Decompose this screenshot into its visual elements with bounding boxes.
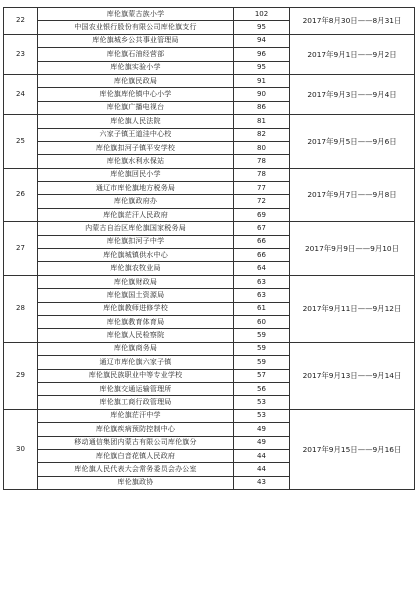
score-cell: 78 [234, 168, 290, 181]
score-cell: 44 [234, 463, 290, 476]
score-cell: 82 [234, 128, 290, 141]
score-cell: 81 [234, 115, 290, 128]
score-cell: 63 [234, 275, 290, 288]
table-row [4, 409, 415, 422]
table-row [4, 115, 415, 128]
score-cell: 53 [234, 409, 290, 422]
score-cell: 102 [234, 8, 290, 21]
organization-cell: 库伦旗民族职业中等专业学校 [38, 369, 234, 382]
organization-cell: 通辽市库伦旗地方税务局 [38, 182, 234, 195]
group-number-cell: 22 [4, 8, 38, 35]
score-cell: 69 [234, 208, 290, 221]
date-range-cell: 2017年9月1日——9月2日 [290, 34, 415, 74]
group-number-cell: 25 [4, 115, 38, 169]
organization-cell: 库伦旗人民检察院 [38, 329, 234, 342]
organization-cell: 库伦旗教师进修学校 [38, 302, 234, 315]
table-row [4, 74, 415, 87]
date-range-cell: 2017年9月5日——9月6日 [290, 115, 415, 169]
organization-cell: 库伦旗农牧业局 [38, 262, 234, 275]
table-row [4, 168, 415, 181]
organization-cell: 库伦旗国土资源局 [38, 289, 234, 302]
table-row [4, 222, 415, 235]
organization-cell: 库伦旗城乡公共事业管理局 [38, 34, 234, 47]
date-range-cell: 2017年9月11日——9月12日 [290, 275, 415, 342]
organization-cell: 库伦旗白音花镇人民政府 [38, 449, 234, 462]
score-cell: 56 [234, 382, 290, 395]
group-number-cell: 27 [4, 222, 38, 276]
score-cell: 61 [234, 302, 290, 315]
date-range-cell: 2017年8月30日——8月31日 [290, 8, 415, 35]
organization-cell: 库伦旗蒙古族小学 [38, 8, 234, 21]
organization-cell: 库伦旗人民代表大会常务委员会办公室 [38, 463, 234, 476]
table-row [4, 342, 415, 355]
organization-cell: 库伦旗实验小学 [38, 61, 234, 74]
date-range-cell: 2017年9月13日——9月14日 [290, 342, 415, 409]
score-cell: 57 [234, 369, 290, 382]
schedule-table [3, 7, 415, 490]
organization-cell: 内蒙古自治区库伦旗国家税务局 [38, 222, 234, 235]
organization-cell: 库伦旗民政局 [38, 74, 234, 87]
organization-cell: 库伦旗财政局 [38, 275, 234, 288]
organization-cell: 库伦旗茫汗人民政府 [38, 208, 234, 221]
score-cell: 94 [234, 34, 290, 47]
score-cell: 59 [234, 356, 290, 369]
date-range-cell: 2017年9月9日——9月10日 [290, 222, 415, 276]
group-number-cell: 23 [4, 34, 38, 74]
organization-cell: 库伦旗政府办 [38, 195, 234, 208]
organization-cell: 库伦旗交通运输管理所 [38, 382, 234, 395]
group-number-cell: 30 [4, 409, 38, 489]
group-number-cell: 26 [4, 168, 38, 222]
score-cell: 66 [234, 235, 290, 248]
score-cell: 49 [234, 436, 290, 449]
score-cell: 77 [234, 182, 290, 195]
score-cell: 64 [234, 262, 290, 275]
organization-cell: 库伦旗茫汗中学 [38, 409, 234, 422]
score-cell: 59 [234, 342, 290, 355]
schedule-body [4, 8, 415, 490]
score-cell: 90 [234, 88, 290, 101]
organization-cell: 库伦旗广播电视台 [38, 101, 234, 114]
organization-cell: 库伦旗回民小学 [38, 168, 234, 181]
date-range-cell: 2017年9月3日——9月4日 [290, 74, 415, 114]
group-number-cell: 24 [4, 74, 38, 114]
score-cell: 95 [234, 21, 290, 34]
organization-cell: 库伦旗水利水保站 [38, 155, 234, 168]
table-row [4, 34, 415, 47]
score-cell: 43 [234, 476, 290, 489]
date-range-cell: 2017年9月7日——9月8日 [290, 168, 415, 222]
score-cell: 66 [234, 249, 290, 262]
organization-cell: 库伦旗商务局 [38, 342, 234, 355]
organization-cell: 库伦旗教育体育局 [38, 315, 234, 328]
table-row [4, 8, 415, 21]
organization-cell: 通辽市库伦旗六家子镇 [38, 356, 234, 369]
score-cell: 95 [234, 61, 290, 74]
organization-cell: 库伦旗库伦镇中心小学 [38, 88, 234, 101]
score-cell: 78 [234, 155, 290, 168]
organization-cell: 库伦旗政协 [38, 476, 234, 489]
organization-cell: 中国农业银行股份有限公司库伦旗支行 [38, 21, 234, 34]
organization-cell: 库伦旗扣河子镇平安学校 [38, 141, 234, 154]
score-cell: 49 [234, 423, 290, 436]
organization-cell: 库伦旗石油经营部 [38, 48, 234, 61]
organization-cell: 库伦旗扣河子中学 [38, 235, 234, 248]
group-number-cell: 28 [4, 275, 38, 342]
score-cell: 63 [234, 289, 290, 302]
score-cell: 91 [234, 74, 290, 87]
score-cell: 72 [234, 195, 290, 208]
score-cell: 67 [234, 222, 290, 235]
organization-cell: 库伦旗工商行政管理局 [38, 396, 234, 409]
score-cell: 59 [234, 329, 290, 342]
score-cell: 60 [234, 315, 290, 328]
date-range-cell: 2017年9月15日——9月16日 [290, 409, 415, 489]
score-cell: 80 [234, 141, 290, 154]
organization-cell: 库伦旗疾病预防控制中心 [38, 423, 234, 436]
group-number-cell: 29 [4, 342, 38, 409]
score-cell: 53 [234, 396, 290, 409]
score-cell: 86 [234, 101, 290, 114]
organization-cell: 移动通信集团内蒙古有限公司库伦旗分 [38, 436, 234, 449]
organization-cell: 六家子镇王道洼中心校 [38, 128, 234, 141]
score-cell: 96 [234, 48, 290, 61]
organization-cell: 库伦旗人民法院 [38, 115, 234, 128]
table-row [4, 275, 415, 288]
organization-cell: 库伦旗城镇供水中心 [38, 249, 234, 262]
score-cell: 44 [234, 449, 290, 462]
